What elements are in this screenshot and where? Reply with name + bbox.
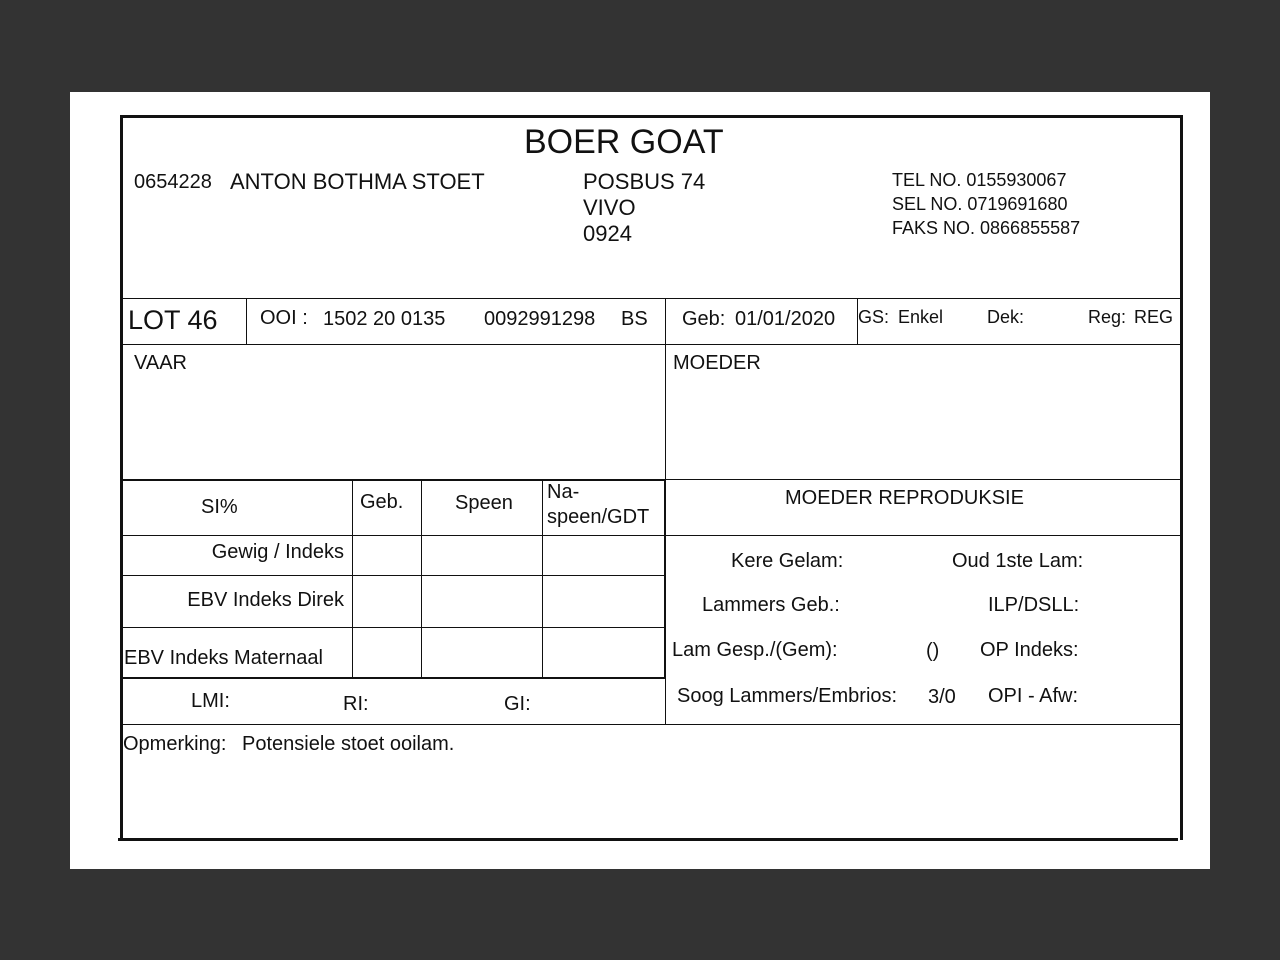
reg-value: REG (1134, 307, 1174, 327)
id-number: 0092991298 (484, 308, 596, 330)
col-si-header: SI% (201, 496, 238, 518)
table-right-border (664, 481, 666, 678)
sel-number: SEL NO. 0719691680 (892, 194, 1068, 214)
kere-gelam-label: Kere Gelam: (731, 550, 844, 572)
address-line-2: VIVO (583, 195, 636, 220)
opi-afw-label: OPI - Afw: (988, 685, 1079, 707)
col-speen-header: Speen (455, 492, 513, 514)
col-geb-header: Geb. (360, 491, 404, 513)
ilp-dsll-label: ILP/DSLL: (988, 594, 1080, 616)
lam-gesp-value: () (926, 640, 940, 662)
table-row-line-2 (122, 627, 666, 628)
soog-label: Soog Lammers/Embrios: (677, 685, 898, 707)
divider-lot-2 (665, 299, 666, 344)
frame-right-border (1180, 115, 1183, 840)
faks-number: FAKS NO. 0866855587 (892, 218, 1081, 238)
remarks-text: Potensiele stoet ooilam. (242, 733, 455, 755)
gs-label: GS: (858, 307, 890, 327)
table-col-line-1 (352, 481, 353, 678)
repro-title: MOEDER REPRODUKSIE (785, 487, 1024, 509)
ooi-number: 1502 20 0135 (323, 308, 446, 330)
remarks-label: Opmerking: (123, 733, 227, 755)
address-line-1: POSBUS 74 (583, 169, 706, 194)
address-line-3: 0924 (583, 221, 632, 246)
soog-value: 3/0 (928, 686, 956, 708)
row-ebv-maternaal: EBV Indeks Maternaal (124, 647, 323, 669)
gs-value: Enkel (898, 307, 944, 327)
table-header-line (122, 535, 666, 536)
table-bottom-border (122, 677, 666, 679)
table-col-line-2 (421, 481, 422, 678)
breeder-code: 0654228 (134, 171, 212, 193)
geb-label: Geb: (682, 308, 726, 330)
frame-bottom-border (118, 838, 1178, 841)
table-row-line-1 (122, 575, 666, 576)
card-title: BOER GOAT (524, 123, 724, 161)
vaar-label: VAAR (134, 352, 187, 374)
geb-date: 01/01/2020 (735, 308, 836, 330)
row-ebv-direk: EBV Indeks Direk (187, 589, 344, 611)
table-col-line-3 (542, 481, 543, 678)
divider-lot-row (122, 344, 1180, 345)
lammers-geb-label: Lammers Geb.: (702, 594, 840, 616)
ooi-label: OOI : (260, 307, 308, 329)
col-naspeen-header: Na- speen/GDT (547, 481, 650, 528)
gi-label: GI: (504, 693, 531, 715)
frame-left-border (120, 115, 123, 840)
divider-index-row (122, 724, 1180, 725)
divider-header (122, 298, 1180, 299)
lam-gesp-label: Lam Gesp./(Gem): (672, 639, 838, 661)
lot-label: LOT 46 (128, 305, 218, 335)
tel-number: TEL NO. 0155930067 (892, 170, 1067, 190)
row-gewig-indeks: Gewig / Indeks (211, 541, 344, 563)
dek-label: Dek: (987, 307, 1025, 327)
moeder-label: MOEDER (673, 352, 761, 374)
ri-label: RI: (343, 693, 369, 715)
divider-lot-1 (246, 299, 247, 344)
grade: BS (621, 308, 648, 330)
repro-top-border (666, 479, 1180, 480)
breeder-name: ANTON BOTHMA STOET (230, 169, 485, 194)
op-indeks-label: OP Indeks: (980, 639, 1079, 661)
reg-label: Reg: (1088, 307, 1127, 327)
repro-header-line (666, 535, 1180, 536)
oud-1ste-lam-label: Oud 1ste Lam: (952, 550, 1084, 572)
lot-card (70, 92, 1210, 869)
frame-top-border (120, 115, 1183, 118)
lmi-label: LMI: (191, 690, 230, 712)
